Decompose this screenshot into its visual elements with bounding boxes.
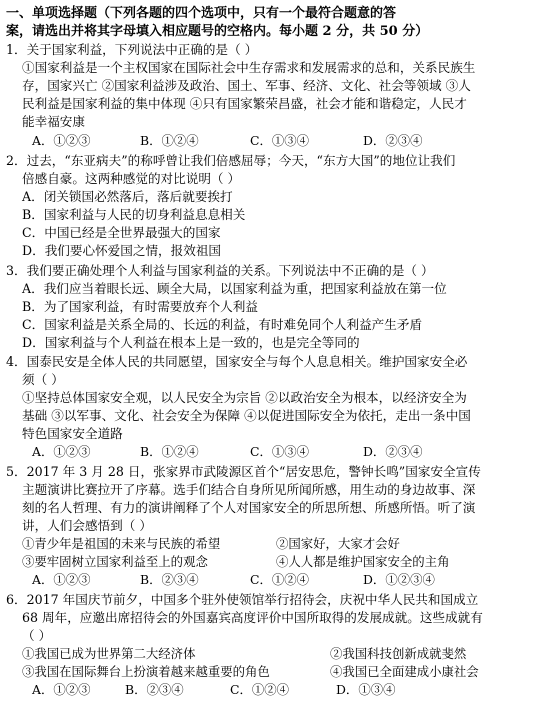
q5-stem: 5．2017 年 3 月 28 日，张家界市武陵源区首个“居安思危，警钟长鸣”国家安全宣传 (6, 464, 481, 479)
q3-option-a: A．我们应当着眼长远、顾全大局，以国家利益为重，把国家利益放在第一位 (22, 281, 447, 296)
q2-option-b: B．国家利益与人民的切身利益息息相关 (22, 207, 246, 222)
q2-option-a: A．闭关锁国必然落后，落后就要挨打 (22, 189, 233, 204)
q5-statement-2: ②国家好，大家才会好 (276, 536, 400, 551)
q4-option-c: C．①③④ (250, 444, 310, 459)
q1-option-d: D．②③④ (363, 133, 423, 148)
q5-stem: 讲，人们会感悟到（ ） (22, 518, 152, 533)
q5-option-c: C．①②④ (250, 572, 310, 587)
q1-body-line: ①国家利益是一个主权国家在国际社会中生存需求和发展需求的总和，关系民族生 (22, 60, 476, 75)
q3-stem: 3．我们要正确处理个人利益与国家利益的关系。下列说法中不正确的是（ ） (6, 263, 434, 278)
q1-body-line: 能幸福安康 (22, 114, 85, 129)
q6-statement-4: ④我国已全面建成小康社会 (330, 664, 479, 679)
q3-option-c: C．国家利益是关系全局的、长远的利益，有时难免同个人利益产生矛盾 (22, 317, 423, 332)
q6-option-c: C．①②④ (230, 682, 290, 697)
q6-option-b: B．②③④ (125, 682, 184, 697)
q6-option-d: D．①③④ (336, 682, 396, 697)
q6-statement-3: ③我国在国际舞台上扮演着越来越重要的角色 (22, 664, 270, 679)
q5-statement-1: ①青少年是祖国的未来与民族的希望 (22, 536, 221, 551)
q5-option-b: B．②③④ (140, 572, 199, 587)
q6-statement-2: ②我国科技创新成就斐然 (330, 646, 467, 661)
q4-option-a: A．①②③ (32, 444, 91, 459)
q4-stem: 须（ ） (22, 372, 64, 387)
q5-statement-4: ④人人都是维护国家安全的主角 (276, 554, 450, 569)
q6-stem: 6．2017 年国庆节前夕，中国多个驻外使领馆举行招待会，庆祝中华人民共和国成立 (6, 592, 479, 607)
q5-option-a: A．①②③ (32, 572, 91, 587)
q2-option-d: D．我们要心怀爱国之情，报效祖国 (22, 243, 222, 258)
q4-option-d: D．②③④ (363, 444, 423, 459)
q1-body-line: 民利益是国家利益的集中体现 ④只有国家繁荣昌盛，社会才能和谐稳定，人民才 (22, 96, 467, 111)
q3-option-b: B．为了国家利益，有时需要放弃个人利益 (22, 299, 258, 314)
q4-body-line: 特色国家安全道路 (22, 426, 123, 441)
q2-stem: 倍感自豪。这两种感觉的对比说明（ ） (22, 171, 241, 186)
q5-stem: 主题演讲比赛拉开了序幕。选手们结合自身所见所闻所感，用生动的身边故事、深 (22, 482, 476, 497)
q3-option-d: D．国家利益与个人利益在根本上是一致的，也是完全等同的 (22, 335, 360, 350)
section-heading-line-1: 一、单项选择题（下列各题的四个选项中，只有一个最符合题意的答 (6, 6, 397, 21)
q6-option-a: A．①②③ (32, 682, 91, 697)
q1-body-line: 存，国家兴亡 ②国家利益涉及政治、国土、军事、经济、文化、社会等领域 ③人 (22, 78, 471, 93)
q2-stem: 2．过去，“东亚病夫”的称呼曾让我们倍感屈辱；今天，“东方大国”的地位让我们 (6, 153, 456, 168)
q4-body-line: ①坚持总体国家安全观，以人民安全为宗旨 ②以政治安全为根本，以经济安全为 (22, 390, 467, 405)
q1-option-b: B．①②④ (140, 133, 199, 148)
q1-stem: 1．关于国家利益，下列说法中正确的是（ ） (6, 42, 258, 57)
q5-statement-3: ③要牢固树立国家利益至上的观念 (22, 554, 208, 569)
q1-option-a: A．①②③ (32, 133, 91, 148)
q6-statement-1: ①我国已成为世界第二大经济体 (22, 646, 196, 661)
q5-option-d: D．①②③④ (363, 572, 435, 587)
q4-option-b: B．①②④ (140, 444, 199, 459)
q4-body-line: 基础 ③以军事、文化、社会安全为保障 ④以促进国际安全为依托，走出一条中国 (22, 408, 471, 423)
q6-stem: （ ） (22, 628, 52, 643)
q6-stem: 68 周年，应邀出席招待会的外国嘉宾高度评价中国所取得的发展成就。这些成就有 (22, 610, 483, 625)
q2-option-c: C．中国已经是全世界最强大的国家 (22, 225, 221, 240)
q5-stem: 刻的名人哲理、有力的演讲阐释了个人对国家安全的所思所想、所感所悟。听了演 (22, 500, 476, 515)
q1-option-c: C．①③④ (250, 133, 310, 148)
section-heading-line-2: 案，请选出并将其字母填入相应题号的空格内。每小题 2 分，共 50 分） (6, 24, 429, 39)
q4-stem: 4．国泰民安是全体人民的共同愿望，国家安全与每个人息息相关。维护国家安全必 (6, 354, 468, 369)
